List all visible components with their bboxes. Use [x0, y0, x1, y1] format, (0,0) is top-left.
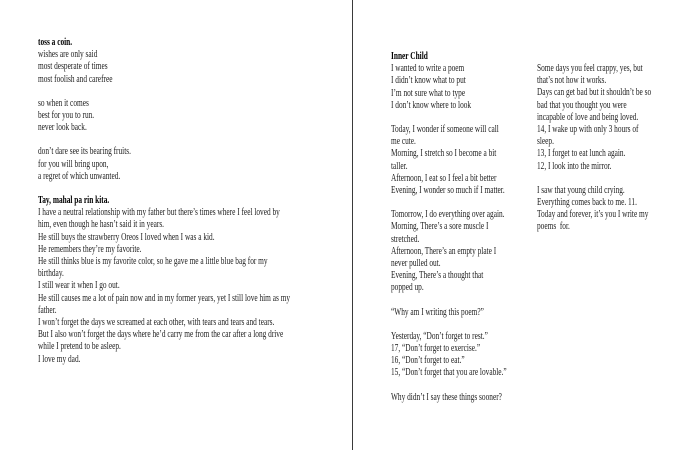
poem-line: Morning, I stretch so I become a bit [391, 148, 497, 160]
poem [38, 195, 339, 366]
poem-line: 13, I forget to eat lunch again. [537, 148, 626, 160]
poem-line: father. [38, 304, 57, 316]
poem-line: incapable of love and being loved. [537, 111, 639, 123]
poem-line: never look back. [38, 122, 87, 134]
poem-line: Afternoon, There’s an empty plate I [391, 245, 497, 257]
right-page-column-2 [537, 63, 698, 246]
poem-line: Morning, There’s a sore muscle I [391, 221, 489, 233]
poem-title: Tay, mahal pa rin kita. [38, 195, 110, 207]
poem-line: He remembers they’re my favorite. [38, 243, 142, 255]
poem-line: that’s not how it works. [537, 75, 607, 87]
poem-stanzas [38, 207, 339, 366]
poem-line: 16, “Don’t forget to eat.” [391, 355, 465, 367]
poem-line: But I also won’t forget the days where he’d carry me from the car after a long drive [38, 329, 284, 341]
poem-line: Evening, There’s a thought that [391, 270, 484, 282]
poem-line: I still wear it when I go out. [38, 280, 120, 292]
poem-line: He still thinks blue is my favorite color, so he gave me a little blue bag for my [38, 256, 268, 268]
poem-stanzas [391, 63, 552, 404]
stanza [537, 185, 698, 234]
poem-line: Days can get bad but it shouldn’t be so [537, 87, 652, 99]
poem-line: I didn’t know what to put [391, 75, 466, 87]
stanza [391, 124, 552, 197]
poem-line: wishes are only said [38, 49, 98, 61]
poem-line: birthday. [38, 268, 64, 280]
poem-line: him, even though he hasn’t said it in years. [38, 219, 165, 231]
poem-line: Today, I wonder if someone will call [391, 124, 499, 136]
poem-line: Tomorrow, I do everything over again. [391, 209, 505, 221]
poem-line: Evening, I wonder so much if I matter. [391, 185, 505, 197]
poem-line: best for you to run. [38, 110, 95, 122]
poem-line: 14, I wake up with only 3 hours of [537, 124, 639, 136]
poem-line: I won’t forget the days we screamed at each other, with tears and tears and tears. [38, 317, 275, 329]
stanza [391, 307, 552, 319]
poem-line: sleep. [537, 136, 554, 148]
poem-stanzas [38, 49, 339, 183]
poem-line: most desperate of times [38, 61, 108, 73]
poem-line: taller. [391, 160, 408, 172]
poem-line: I don’t know where to look [391, 99, 472, 111]
poem-list [38, 37, 339, 366]
poem-line: I’m not sure what to type [391, 87, 466, 99]
poem-line: so when it comes [38, 97, 89, 109]
poem-line: Some days you feel crappy, yes, but [537, 63, 643, 74]
poem-line: bad that you thought you were [537, 99, 627, 111]
poem-line: don’t dare see its bearing fruits. [38, 146, 131, 158]
poem-line: poems for. [537, 221, 570, 233]
stanza [38, 146, 339, 183]
poem-title: toss a coin. [38, 37, 73, 48]
poem-line: never pulled out. [391, 258, 441, 270]
poem-stanzas [537, 63, 698, 234]
stanza [38, 98, 339, 135]
poem-line: me cute. [391, 136, 416, 148]
poem [38, 37, 339, 183]
poem-line: while I pretend to be asleep. [38, 341, 121, 353]
poem-line: 17, “Don’t forget to exercise.” [391, 343, 481, 355]
poem-line: 12, I look into the mirror. [537, 160, 612, 172]
poem-line: Why didn’t I say these things sooner? [391, 391, 502, 403]
stanza [537, 63, 698, 173]
stanza [391, 209, 552, 294]
page-divider [352, 0, 354, 450]
stanza [38, 207, 339, 366]
poem-line: Today and forever, it’s you I write my [537, 209, 649, 221]
poem-line: He still causes me a lot of pain now and in my former years, yet I still love him as my [38, 292, 291, 304]
left-page [38, 37, 339, 378]
poem-line: popped up. [391, 282, 424, 294]
stanza [38, 49, 339, 86]
poem-title: Inner Child [391, 51, 428, 62]
poem-line: Yesterday, “Don’t forget to rest.” [391, 330, 488, 342]
poem-line: stretched. [391, 233, 420, 245]
poem-line: most foolish and carefree [38, 73, 113, 85]
stanza [391, 331, 552, 380]
poem-line: I have a neutral relationship with my father but there’s times where I feel loved by [38, 207, 280, 219]
stanza [391, 392, 552, 404]
poem-line: Everything comes back to me. 11. [537, 197, 637, 209]
poem-line: “Why am I writing this poem?” [391, 306, 484, 318]
poem-line: for you will bring upon, [38, 158, 109, 170]
poem-line: I saw that young child crying. [537, 184, 625, 196]
right-page-column-1 [391, 51, 552, 416]
poem-line: He still buys the strawberry Oreos I loved when I was a kid. [38, 231, 215, 243]
stanza [391, 63, 552, 112]
poem-line: Afternoon, I eat so I feel a bit better [391, 172, 497, 184]
poem-line: 15, “Don’t forget that you are lovable.” [391, 367, 507, 379]
poem-line: I love my dad. [38, 353, 81, 365]
poem-line: a regret of which unwanted. [38, 170, 121, 182]
poem-line: I wanted to write a poem [391, 63, 465, 75]
